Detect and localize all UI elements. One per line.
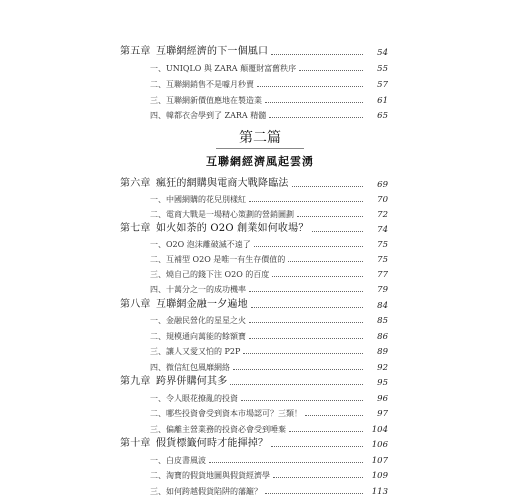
page-number: 79 (377, 284, 388, 295)
page-number: 54 (377, 47, 388, 58)
section-title: 二、規模通向萬能的餘額寶 (150, 332, 246, 341)
leader-dots (249, 337, 363, 339)
toc-chapter-row (0, 435, 520, 449)
leader-dots (265, 101, 363, 103)
leader-dots (249, 321, 363, 323)
page-number: 96 (377, 393, 388, 404)
leader-dots (292, 185, 363, 187)
leader-dots (312, 230, 363, 232)
leader-dots (269, 116, 363, 118)
page-number: 57 (377, 79, 388, 90)
page-number: 106 (371, 439, 388, 450)
page-number: 65 (377, 110, 388, 121)
section-title: 四、韓都衣舍學到了 ZARA 精髓 (150, 111, 267, 120)
page-number: 85 (377, 315, 388, 326)
chapter-title: 第八章 互聯網金融一夕遍地 (120, 299, 248, 310)
section-title: 二、互聯網銷售不是噱月秒賣 (150, 80, 254, 89)
leader-dots (249, 290, 363, 292)
page-number: 92 (377, 362, 388, 373)
section-title: 二、哪些投資會受到資本市場認可？三類！ (150, 409, 302, 418)
section-title: 二、淘寶的假貨地圖與假貨經濟學 (150, 471, 270, 480)
leader-dots (209, 461, 363, 463)
chapter-title: 第七章 如火如荼的 O2O 創業如何收場？ (120, 223, 309, 234)
leader-dots (288, 260, 363, 262)
section-title: 四、微信紅包風靡網絡 (150, 363, 230, 372)
page-number: 69 (377, 179, 388, 190)
chapter-number: 第七章 (120, 223, 151, 234)
section-title: 一、白皮書風波 (150, 456, 206, 465)
section-title: 三、讓人又愛又怕的 P2P (150, 347, 241, 356)
chapter-title: 第十章 假貨標籤何時才能揮掉？ (120, 438, 269, 449)
toc-chapter-row (0, 373, 520, 387)
chapter-title: 第五章 互聯網經濟的下一個風口 (120, 46, 269, 57)
toc-section-row (0, 358, 520, 372)
leader-dots (241, 399, 363, 401)
toc-section-row (0, 265, 520, 279)
toc-section-row (0, 106, 520, 120)
page-number: 97 (377, 408, 388, 419)
toc-chapter-row (0, 220, 520, 234)
leader-dots (272, 275, 363, 277)
toc-section-row (0, 420, 520, 434)
page-number: 77 (377, 269, 388, 280)
section-title: 四、十萬分之一的成功機率 (150, 285, 246, 294)
chapter-title: 第九章 跨界併購何其多 (120, 376, 228, 387)
leader-dots (271, 53, 363, 55)
page-number: 75 (377, 239, 388, 250)
section-title: 一、金融民營化的星星之火 (150, 316, 246, 325)
part-divider (216, 148, 304, 149)
toc-section-row (0, 482, 520, 496)
toc-section-row (0, 404, 520, 418)
leader-dots (265, 492, 363, 494)
part-title: 第二篇 (239, 130, 281, 146)
leader-dots (299, 69, 363, 71)
page-number: 113 (371, 486, 388, 497)
toc-section-row (0, 311, 520, 325)
part-subtitle: 互聯網經濟風起雲湧 (206, 155, 314, 168)
toc-chapter-row (0, 43, 520, 57)
toc-section-row (0, 466, 520, 480)
leader-dots (257, 85, 363, 87)
section-title: 一、中國網購的花兒別樣紅 (150, 195, 246, 204)
page-number: 74 (377, 224, 388, 235)
toc-section-row (0, 190, 520, 204)
section-title: 三、如何跨越假貨陷阱的藩籬？ (150, 487, 262, 496)
chapter-number: 第十章 (120, 438, 151, 449)
leader-dots (289, 430, 363, 432)
section-title: 一、O2O 泡沫離破滅不遠了 (150, 240, 251, 249)
toc-section-row (0, 342, 520, 356)
section-title: 三、燒自己的錢下注 O2O 的百度 (150, 270, 270, 279)
leader-dots (249, 200, 363, 202)
section-title: 一、UNIQLO 與 ZARA 顛覆財富舊秩序 (150, 64, 297, 73)
page-number: 89 (377, 346, 388, 357)
page-number: 70 (377, 194, 388, 205)
toc-chapter-row (0, 175, 520, 189)
page-number: 61 (377, 95, 388, 106)
toc-section-row (0, 389, 520, 403)
leader-dots (243, 352, 363, 354)
toc-section-row (0, 59, 520, 73)
page-number: 107 (371, 455, 388, 466)
toc-section-row (0, 250, 520, 264)
leader-dots (230, 383, 363, 385)
page-number: 109 (371, 470, 388, 481)
toc-section-row (0, 205, 520, 219)
toc-section-row (0, 75, 520, 89)
page-number: 95 (377, 377, 388, 388)
page-number: 55 (377, 63, 388, 74)
toc-section-row (0, 327, 520, 341)
toc-section-row (0, 280, 520, 294)
chapter-number: 第九章 (120, 376, 151, 387)
section-title: 三、互聯網新價值應地在製造業 (150, 96, 262, 105)
leader-dots (251, 306, 363, 308)
toc-section-row (0, 91, 520, 105)
leader-dots (273, 476, 363, 478)
leader-dots (271, 445, 363, 447)
toc-chapter-row (0, 296, 520, 310)
toc-section-row (0, 451, 520, 465)
section-title: 一、令人眼花撩亂的投資 (150, 394, 238, 403)
section-title: 二、互補型 O2O 是唯一有生存價值的 (150, 255, 286, 264)
section-title: 二、電商大戰是一場精心策劃的營銷圖劃 (150, 210, 294, 219)
chapter-number: 第八章 (120, 299, 151, 310)
leader-dots (305, 414, 363, 416)
leader-dots (297, 215, 363, 217)
leader-dots (254, 245, 363, 247)
chapter-number: 第五章 (120, 46, 151, 57)
page-number: 72 (377, 209, 388, 220)
page-number: 86 (377, 331, 388, 342)
toc-section-row (0, 235, 520, 249)
page-number: 75 (377, 254, 388, 265)
section-title: 三、偏離主營業務的投資必會受到唾棄 (150, 425, 286, 434)
leader-dots (233, 368, 363, 370)
chapter-number: 第六章 (120, 178, 151, 189)
page-number: 84 (377, 300, 388, 311)
chapter-title: 第六章 瘋狂的網購與電商大戰降臨法 (120, 178, 289, 189)
page-number: 104 (371, 424, 388, 435)
